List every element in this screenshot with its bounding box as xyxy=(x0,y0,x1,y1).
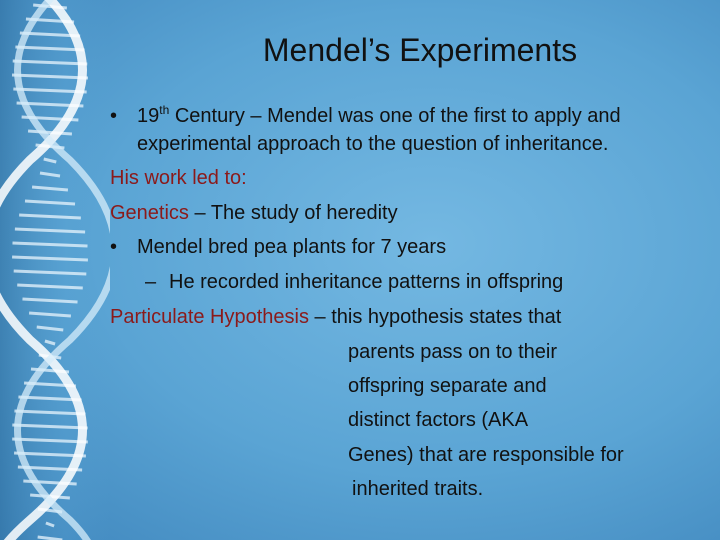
definition-continuation: distinct factors (AKA xyxy=(348,409,529,431)
list-item-continuation: experimental approach to the question of inheritance. xyxy=(137,133,609,155)
particulate-definition xyxy=(110,305,561,329)
sub-list-item: He recorded inheritance patterns in offspring xyxy=(169,271,564,293)
sub-bullet-marker: – xyxy=(145,271,157,293)
particulate-term: Particulate Hypothesis xyxy=(110,306,309,328)
particulate-text: – this hypothesis states that xyxy=(308,306,562,328)
genetics-text: – The study of heredity xyxy=(188,202,398,224)
definition-continuation: parents pass on to their xyxy=(348,341,558,363)
definition-continuation: inherited traits. xyxy=(352,478,484,500)
slide-title: Mendel’s Experiments xyxy=(262,32,578,68)
bullet-point xyxy=(110,104,117,128)
definition-continuation: Genes) that are responsible for xyxy=(348,444,624,466)
bullet-marker: • xyxy=(110,105,118,127)
bullet-text: Century – Mendel was one of the first to apply and xyxy=(169,105,621,127)
his-work-heading: His work led to: xyxy=(110,167,247,189)
genetics-term: Genetics xyxy=(110,202,189,224)
dna-helix-icon xyxy=(0,0,110,540)
century-suffix: th xyxy=(159,103,170,117)
list-item: Mendel bred pea plants for 7 years xyxy=(137,236,447,258)
genetics-definition xyxy=(110,201,398,225)
bullet-point xyxy=(110,235,117,259)
century-number: 19 xyxy=(137,105,160,127)
definition-continuation: offspring separate and xyxy=(348,375,547,397)
list-item xyxy=(137,104,621,128)
bullet-marker: • xyxy=(110,236,118,258)
